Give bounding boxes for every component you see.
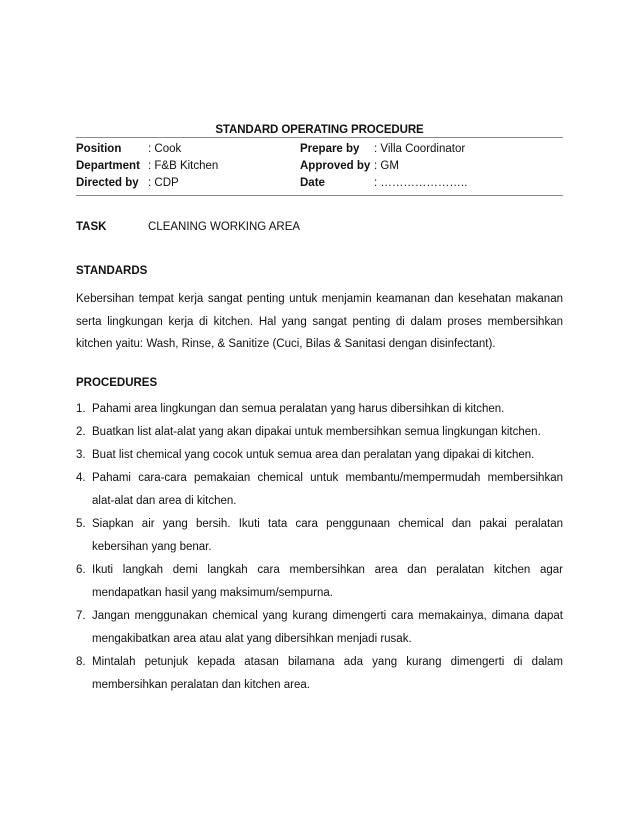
procedure-item bbox=[76, 398, 563, 421]
procedures-heading: PROCEDURES bbox=[76, 377, 158, 389]
department-value: : F&B Kitchen bbox=[148, 160, 219, 172]
task-value: CLEANING WORKING AREA bbox=[148, 221, 301, 233]
procedure-item bbox=[76, 605, 563, 651]
procedure-text: Mintalah petunjuk kepada atasan bilamana ada yang kurang dimengerti di dalam membersihkan peralatan dan kitchen area. bbox=[92, 656, 563, 691]
header-row-department bbox=[76, 160, 563, 178]
procedures-list bbox=[76, 398, 563, 697]
header-row-position bbox=[76, 143, 563, 161]
date-label: Date bbox=[300, 177, 325, 189]
procedure-item bbox=[76, 559, 563, 605]
procedure-text: Pahami cara-cara pemakaian chemical untuk membantu/mempermudah membersihkan alat-alat dan area di kitchen. bbox=[92, 472, 563, 507]
procedure-text: Buatkan list alat-alat yang akan dipakai untuk membersihkan semua lingkungan kitchen. bbox=[92, 426, 541, 438]
prepare-value: : Villa Coordinator bbox=[374, 143, 466, 155]
procedure-item bbox=[76, 651, 563, 697]
standards-heading: STANDARDS bbox=[76, 265, 148, 277]
header-top-rule bbox=[76, 137, 563, 138]
standards-paragraph: Kebersihan tempat kerja sangat penting untuk menjamin keamanan dan kesehatan makanan serta lingkungan kerja di kitchen. Hal yang sangat penting di dalam proses membersihkan kitchen yaitu: Wash, Rinse, & Sanitize (Cuci, Bilas & Sanitasi dengan disinfectant). bbox=[76, 293, 563, 351]
prepare-label: Prepare by bbox=[300, 143, 360, 155]
procedure-item bbox=[76, 467, 563, 513]
procedure-text: Siapkan air yang bersih. Ikuti tata cara penggunaan chemical dan pakai peralatan kebersihan yang benar. bbox=[92, 518, 563, 553]
approved-label: Approved by bbox=[300, 160, 371, 172]
procedure-number: 6. bbox=[76, 564, 86, 576]
procedure-number: 3. bbox=[76, 449, 86, 461]
task-label: TASK bbox=[76, 221, 107, 233]
procedure-number: 7. bbox=[76, 610, 86, 622]
procedure-item bbox=[76, 421, 563, 444]
directed-value: : CDP bbox=[148, 177, 179, 189]
procedure-number: 8. bbox=[76, 656, 86, 668]
approved-value: : GM bbox=[374, 160, 399, 172]
procedure-number: 1. bbox=[76, 403, 86, 415]
procedure-number: 4. bbox=[76, 472, 86, 484]
date-value: : ………………….. bbox=[374, 177, 468, 189]
procedure-text: Pahami area lingkungan dan semua peralatan yang harus dibersihkan di kitchen. bbox=[92, 403, 505, 415]
document-title: STANDARD OPERATING PROCEDURE bbox=[215, 124, 424, 136]
position-label: Position bbox=[76, 143, 122, 155]
procedure-number: 2. bbox=[76, 426, 86, 438]
procedure-item bbox=[76, 513, 563, 559]
position-value: : Cook bbox=[148, 143, 182, 155]
header-bottom-rule bbox=[76, 195, 563, 196]
department-label: Department bbox=[76, 160, 140, 172]
procedure-item bbox=[76, 444, 563, 467]
header-row-directed bbox=[76, 177, 563, 195]
procedure-text: Jangan menggunakan chemical yang kurang dimengerti cara memakainya, dimana dapat mengakibatkan area atau alat yang dibersihkan menjadi rusak. bbox=[92, 610, 563, 645]
procedure-number: 5. bbox=[76, 518, 86, 530]
procedure-text: Buat list chemical yang cocok untuk semua area dan peralatan yang dipakai di kitchen. bbox=[92, 449, 535, 461]
directed-label: Directed by bbox=[76, 177, 139, 189]
procedure-text: Ikuti langkah demi langkah cara membersihkan area dan peralatan kitchen agar mendapatkan hasil yang maksimum/sempurna. bbox=[92, 564, 563, 599]
